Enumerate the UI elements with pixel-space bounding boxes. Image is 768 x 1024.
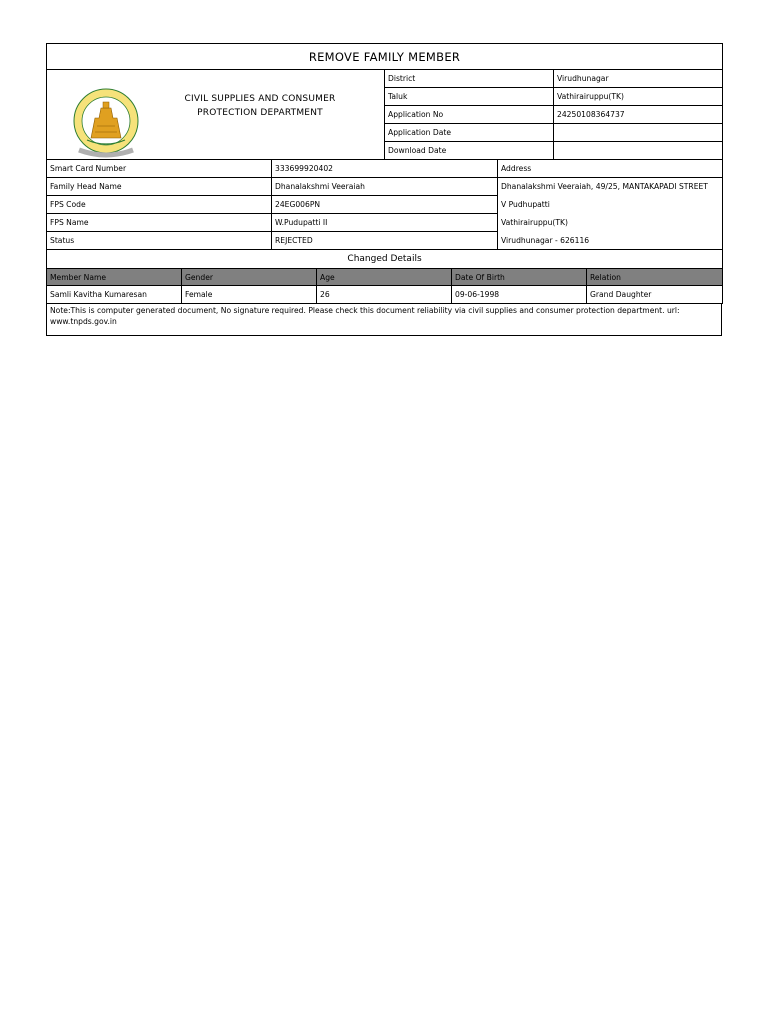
header-table <box>46 43 723 160</box>
fps-name-value: W.Pudupatti II <box>272 214 498 232</box>
document-title: REMOVE FAMILY MEMBER <box>47 44 723 70</box>
fps-code-value: 24EG006PN <box>272 196 498 214</box>
status-value: REJECTED <box>272 232 498 250</box>
table-header-row <box>47 269 723 286</box>
member-name-cell: Samli Kavitha Kumaresan <box>47 286 182 304</box>
column-header-date-of-birth: Date Of Birth <box>452 269 587 286</box>
smart-card-number-value: 333699920402 <box>272 160 498 178</box>
district-label: District <box>385 70 554 88</box>
taluk-value: Vathirairuppu(TK) <box>554 88 723 106</box>
address-label: Address <box>498 160 723 178</box>
changed-details-title: Changed Details <box>47 250 723 269</box>
gender-cell: Female <box>182 286 317 304</box>
smart-card-number-label: Smart Card Number <box>47 160 272 178</box>
address-line-4: Virudhunagar - 626116 <box>498 232 723 250</box>
age-cell: 26 <box>317 286 452 304</box>
column-header-relation: Relation <box>587 269 723 286</box>
address-line-3: Vathirairuppu(TK) <box>498 214 723 232</box>
note-table <box>46 303 722 336</box>
disclaimer-note: Note:This is computer generated document, No signature required. Please check this document reliability via civil supplies and consumer protection department. url: www.tnpds.gov.in <box>47 304 722 336</box>
fps-name-label: FPS Name <box>47 214 272 232</box>
family-head-name-label: Family Head Name <box>47 178 272 196</box>
application-no-value: 24250108364737 <box>554 106 723 124</box>
application-no-label: Application No <box>385 106 554 124</box>
download-date-label: Download Date <box>385 142 554 160</box>
column-header-member-name: Member Name <box>47 269 182 286</box>
family-head-name-value: Dhanalakshmi Veeraiah <box>272 178 498 196</box>
department-line1: CIVIL SUPPLIES AND CONSUMER <box>184 93 336 104</box>
column-header-gender: Gender <box>182 269 317 286</box>
taluk-label: Taluk <box>385 88 554 106</box>
department-header <box>47 70 385 160</box>
relation-cell: Grand Daughter <box>587 286 723 304</box>
download-date-value <box>554 142 723 160</box>
district-value: Virudhunagar <box>554 70 723 88</box>
fps-code-label: FPS Code <box>47 196 272 214</box>
department-line2: PROTECTION DEPARTMENT <box>197 107 323 118</box>
changed-details-table <box>46 249 723 304</box>
department-name <box>172 92 348 120</box>
date-of-birth-cell: 09-06-1998 <box>452 286 587 304</box>
table-row <box>47 286 723 304</box>
application-date-label: Application Date <box>385 124 554 142</box>
address-line-1: Dhanalakshmi Veeraiah, 49/25, MANTAKAPADI STREET <box>498 178 723 196</box>
application-date-value <box>554 124 723 142</box>
tamil-nadu-emblem-icon <box>71 88 141 158</box>
document-sheet <box>46 43 722 336</box>
status-label: Status <box>47 232 272 250</box>
address-line-2: V Pudhupatti <box>498 196 723 214</box>
column-header-age: Age <box>317 269 452 286</box>
card-details-table <box>46 159 723 250</box>
